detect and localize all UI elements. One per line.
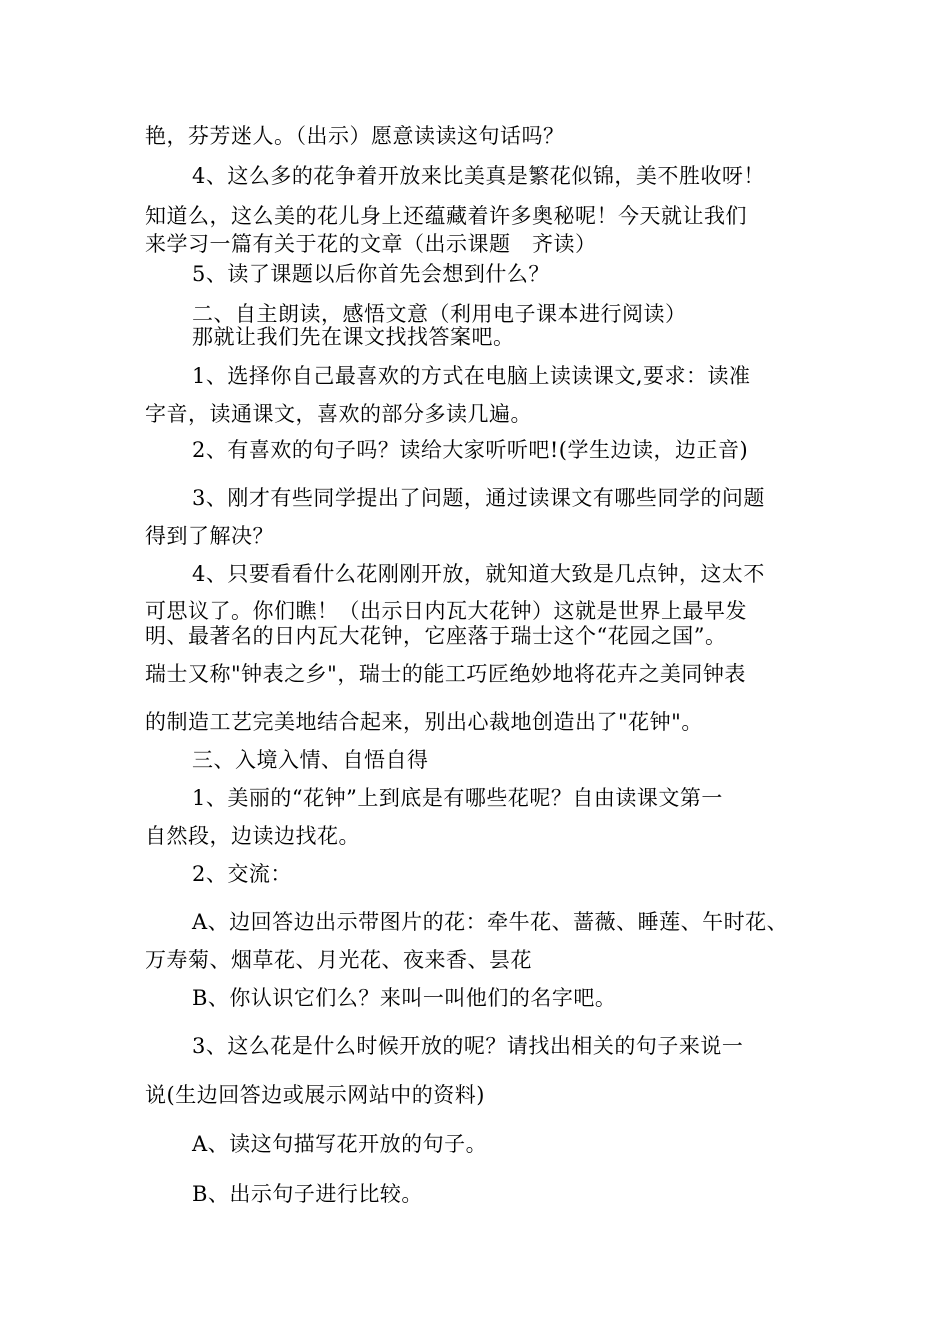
paragraph-line: 那就让我们先在课文找找答案吧。 [192, 325, 515, 349]
paragraph-line: 的制造工艺完美地结合起来，别出心裁地创造出了"花钟"。 [145, 710, 703, 734]
paragraph-line: 来学习一篇有关于花的文章（出示课题 齐读） [145, 232, 597, 256]
paragraph-line: 可思议了。你们瞧！（出示日内瓦大花钟）这就是世界上最早发 [145, 599, 747, 623]
paragraph-line: 字音，读通课文，喜欢的部分多读几遍。 [145, 402, 532, 426]
paragraph-line: 说(生边回答边或展示网站中的资料) [145, 1083, 485, 1107]
paragraph-line: 知道么，这么美的花儿身上还蕴藏着许多奥秘呢！今天就让我们 [145, 204, 747, 228]
paragraph-line: 1、选择你自己最喜欢的方式在电脑上读读课文,要求：读准 [192, 364, 751, 388]
paragraph-line: 瑞士又称"钟表之乡"，瑞士的能工巧匠绝妙地将花卉之美同钟表 [145, 662, 746, 686]
paragraph-line: B、你认识它们么？来叫一叫他们的名字吧。 [192, 986, 617, 1010]
paragraph-line: 艳，芬芳迷人。（出示）愿意读读这句话吗？ [145, 124, 565, 148]
section-heading: 二、自主朗读，感悟文意（利用电子课本进行阅读） [192, 302, 687, 326]
paragraph-line: A、读这句描写花开放的句子。 [192, 1132, 488, 1156]
paragraph-line: A、边回答边出示带图片的花：牵牛花、蔷薇、睡莲、午时花、 [192, 910, 789, 934]
paragraph-line: 3、这么花是什么时候开放的呢？请找出相关的句子来说一 [192, 1034, 744, 1058]
paragraph-line: 明、最著名的日内瓦大花钟，它座落于瑞士这个“花园之国”。 [145, 624, 727, 648]
paragraph-line: 3、刚才有些同学提出了问题，通过读课文有哪些同学的问题 [192, 486, 765, 510]
paragraph-line: 1、美丽的“花钟”上到底是有哪些花呢？自由读课文第一 [192, 786, 723, 810]
paragraph-line: 4、只要看看什么花刚刚开放，就知道大致是几点钟，这太不 [192, 562, 765, 586]
paragraph-line: 2、有喜欢的句子吗？读给大家听听吧!(学生边读，边正音) [192, 438, 749, 462]
paragraph-line: 5、读了课题以后你首先会想到什么？ [192, 262, 550, 286]
paragraph-line: 4、这么多的花争着开放来比美真是繁花似锦，美不胜收呀！ [192, 164, 765, 188]
paragraph-line: B、出示句子进行比较。 [192, 1182, 423, 1206]
paragraph-line: 自然段，边读边找花。 [145, 824, 360, 848]
paragraph-line: 2、交流： [192, 862, 292, 886]
section-heading: 三、入境入情、自悟自得 [192, 748, 429, 772]
paragraph-line: 得到了解决？ [145, 524, 274, 548]
paragraph-line: 万寿菊、烟草花、月光花、夜来香、昙花 [145, 948, 532, 972]
